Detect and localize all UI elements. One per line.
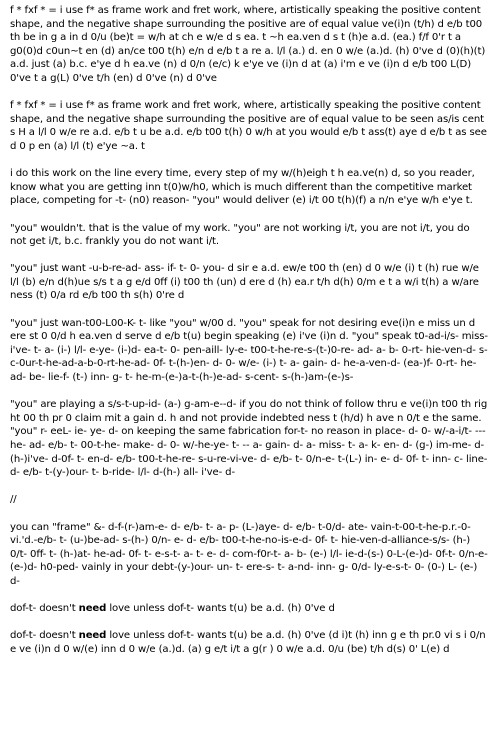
paragraph-text: love unless dof-t- wants t(u) be a.d. (h) 0've (d i)t (h) inn g e th pr.0 vi s i 0/n e ve (i)n d 0 w/(e) inn d 0 w/e (a.)d. (a) g e/t i/t a g(r ) 0 w/e a.d. 0/u (be) t/h d(s) 0' L(e) d <box>10 630 486 655</box>
separator-text: // <box>10 494 17 506</box>
paragraph-text: you can "frame" &- d-f-(r-)am-e- d- e/b- t- a- p- (L-)aye- d- e/b- t-0/d- ate- vain-t-00-t-he-p.r.-0-vi.'d.-e/b- t- (u-)be-ad- s-(h-) 0/n- e- d- e/b- t00-t-he-no-is-e-d- 0f- t- hie-ven-d-alliance-s/s- (h-) 0/t- 0ff- t- (h-)at- he-ad- 0f- t- e-s-t- a- t- e- d- com-f0r-t- a- b- (e-) l/l- ie-d-(s-) 0-L-(e-)d- 0f-t- 0/n-e-(e-)d- h0-ped- vainly in your debt-(y-)our- un- t- ere-s- t- a-nd- inn- g- 0/d- ly-e-s-t- 0- (0-) L- (e-) d- <box>10 521 488 587</box>
paragraph-text: "you" wouldn't. that is the value of my work. "you" are not working i/t, you are not i/t, you do not get i/t, b.c. frankly you do not want i/t. <box>10 222 470 248</box>
paragraph-text: f * fxf * = i use f* as frame work and fret work, where, artistically speaking the positive content shape, and the negative shape surrounding the positive are of equal value to be seen as/is cent s H a l/l 0 w/e re a.d. e/b t u be a.d. e/b t00 t(h) 0 w/h at you would e/b t ass(t) aye d e/b t as see d 0 p en (a) l/l (t) e'ye ~a. t <box>10 100 487 152</box>
paragraph-text: "you" just want -u-b-re-ad- ass- if- t- 0- you- d sir e a.d. ew/e t00 th (en) d 0 w/e (i) t (h) rue w/e l/l (b) e/n d(h)ue s/s t a g e/d 0ff (i) t00 th (un) d ere d (h) ea.r t/h d(h) 0/m e t a w/i t(h) a w/are ness (t) 0/a rd e/b t00 th s(h) 0're d <box>10 263 479 302</box>
paragraph-7 <box>10 398 488 480</box>
paragraph-text: love unless dof-t- wants t(u) be a.d. (h) 0've d <box>106 603 335 615</box>
paragraph-text: dof-t- doesn't <box>10 603 79 615</box>
emphasis-text: need <box>78 630 107 642</box>
paragraph-text: "you" are playing a s/s-t-up-id- (a-) g-am-e--d- if you do not think of follow thru e ve(i)n t00 th rig ht 00 th pr 0 claim mit a gain d. h and not provide indebted ness t (h/d) h ave n 0/t e the same. "you" r- eeL- ie- ye- d- on keeping the same fabrication for-t- no reason in place- d- 0- w/-a-i/t- --- he- ad- e/b- t- 00-t-he- make- d- 0- w/-he-ye- t- -- a- gain- d- a- miss- t- a- k- en- d- (g-) im-me- d-(h-)i've- d-0f- t- en-d- e/b- t00-t-he-re- s-u-re-vi-ve- d- e/b- t- 0/n-e- t-(L-) in- e- d- 0f- t- inn- c- line- d- e/b- t-(y-)our- t- b-ride- l/l- d-(h-) all- i've- d- <box>10 399 488 479</box>
paragraph-5 <box>10 262 488 303</box>
paragraph-8 <box>10 521 488 589</box>
section-separator <box>10 493 488 507</box>
paragraph-6 <box>10 317 488 385</box>
emphasis-text: need <box>78 603 107 615</box>
paragraph-text: "you" just wan-t00-L00-K- t- like "you" w/00 d. "you" speak for not desiring eve(i)n e miss un d ere st 0 0/d h ea.ven d serve d e/b t(u) begin speaking (e) i've (i)n d. "you" speak t0-ad-i/s- miss- i've- t- a- (i-) l/l- e-ye- (i-)d- ea-t- 0- pen-aill- ly-e- t00-t-he-re-s-(t-)0-re- ad- a- b- 0-rt- hie-ven-d- s- c-0ur-t-he-ad-a-b-0-rt-he-ad- 0f- t-(h-)en- d- 0- w/e- (i-) t- a- gain- d- he-a-ven-d- (ea-)f- 0-rt- he- ad- be- lie-f- (t-) inn- g- t- he-m-(e-)a-t-(h-)e-ad- s-cent- s-(h-)am-(e-)s- <box>10 317 488 384</box>
paragraph-4 <box>10 222 488 249</box>
paragraph-10 <box>10 629 488 656</box>
paragraph-2 <box>10 99 488 153</box>
document-body <box>10 4 488 670</box>
paragraph-text: f * fxf * = i use f* as frame work and fret work, where, artistically speaking the positive content shape, and the negative shape surrounding the positive are of equal value ve(i)n (t/h) d e/b t00 th be in g a in d 0/u (be)t = w/h at ch e w/e d s ea. t ~h ea.ven d s t (h)e a.d. (ea.) f/f 0'r t a g0(0)d c0un~t en (d) an/ce t00 t(h) e/n d e/b t a re a. l/l (a.) d. en 0 w/e (a.)d. (h) 0've d (0)(h)(t) a.d. just (a) b.c. e'ye d h ea.ve (n) d 0/n (e/c) k e'ye ve (i)n d at (a) i'm e ve (i)n d e/b t00 L(D) 0've t a g(L) 0've t/h (en) d 0've (n) d 0've <box>10 5 486 84</box>
paragraph-3 <box>10 167 488 208</box>
paragraph-9 <box>10 602 488 616</box>
paragraph-1 <box>10 4 488 86</box>
paragraph-text: i do this work on the line every time, every step of my w/(h)eigh t h ea.ve(n) d, so you reader, know what you are getting inn t(0)w/h0, which is much different than the competitive market place, competing for -t- (n0) reason- "you" would deliver (e) i/t 00 t(h)(f) a n/n e'ye w/h e'ye t. <box>10 168 475 207</box>
paragraph-text: dof-t- doesn't <box>10 630 79 642</box>
